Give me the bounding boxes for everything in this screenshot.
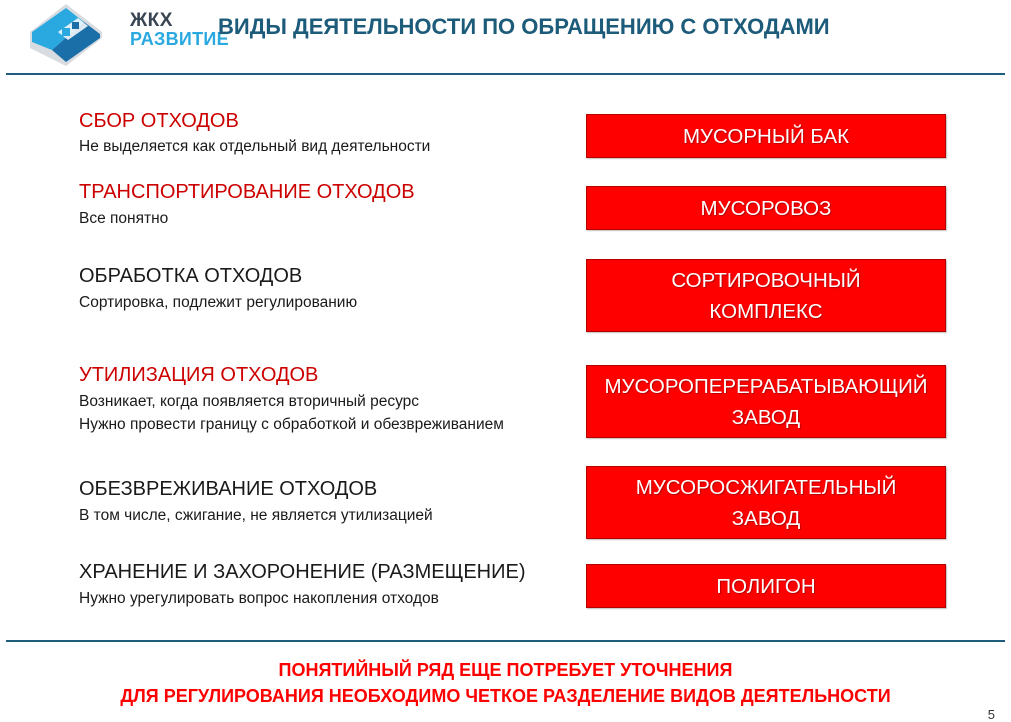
row-description: Нужно провести границу с обработкой и обезвреживанием: [79, 416, 504, 433]
page-number: 5: [987, 707, 995, 722]
footer-note-1: ПОНЯТИЙНЫЙ РЯД ЕЩЕ ПОТРЕБУЕТ УТОЧНЕНИЯ: [278, 660, 733, 680]
row-description: Нужно урегулировать вопрос накопления отходов: [79, 590, 439, 607]
logo: [22, 2, 229, 68]
facility-label: МУСОРОПЕРЕРАБАТЫВАЮЩИЙ ЗАВОД: [604, 374, 928, 429]
row-description: Возникает, когда появляется вторичный ресурс: [79, 393, 420, 410]
row-description: Не выделяется как отдельный вид деятельности: [79, 138, 431, 155]
footer-divider: [6, 640, 1005, 642]
facility-box: [586, 466, 946, 539]
facility-label: ПОЛИГОН: [716, 574, 816, 598]
row-title: ОБРАБОТКА ОТХОДОВ: [79, 265, 303, 287]
header-divider: [6, 73, 1005, 75]
row-title: ТРАНСПОРТИРОВАНИЕ ОТХОДОВ: [79, 181, 415, 203]
facility-box: [586, 365, 946, 438]
facility-label: МУСОРОСЖИГАТЕЛЬНЫЙ ЗАВОД: [635, 475, 897, 530]
facility-box: [586, 186, 946, 230]
logo-text-top: ЖКХ: [130, 10, 173, 31]
facility-box: [586, 564, 946, 608]
facility-label: СОРТИРОВОЧНЫЙ КОМПЛЕКС: [671, 268, 861, 323]
row-title: УТИЛИЗАЦИЯ ОТХОДОВ: [79, 364, 319, 386]
facility-box: [586, 259, 946, 332]
row-description: В том числе, сжигание, не является утилизацией: [79, 507, 433, 524]
row-title: ХРАНЕНИЕ И ЗАХОРОНЕНИЕ (РАЗМЕЩЕНИЕ): [79, 561, 526, 583]
logo-text-bottom: РАЗВИТИЕ: [130, 29, 229, 49]
row-title: СБОР ОТХОДОВ: [79, 110, 239, 132]
footer-note-2: ДЛЯ РЕГУЛИРОВАНИЯ НЕОБХОДИМО ЧЕТКОЕ РАЗДЕЛЕНИЕ ВИДОВ ДЕЯТЕЛЬНОСТИ: [120, 686, 891, 706]
row-description: Сортировка, подлежит регулированию: [79, 294, 358, 311]
row-description: Все понятно: [79, 210, 169, 227]
house-logo-icon: [22, 2, 122, 68]
page-title: ВИДЫ ДЕЯТЕЛЬНОСТИ ПО ОБРАЩЕНИЮ С ОТХОДАМИ: [218, 14, 830, 39]
facility-label: МУСОРНЫЙ БАК: [682, 124, 850, 148]
facility-label: МУСОРОВОЗ: [700, 196, 832, 220]
row-title: ОБЕЗВРЕЖИВАНИЕ ОТХОДОВ: [79, 478, 378, 500]
facility-box: [586, 114, 946, 158]
